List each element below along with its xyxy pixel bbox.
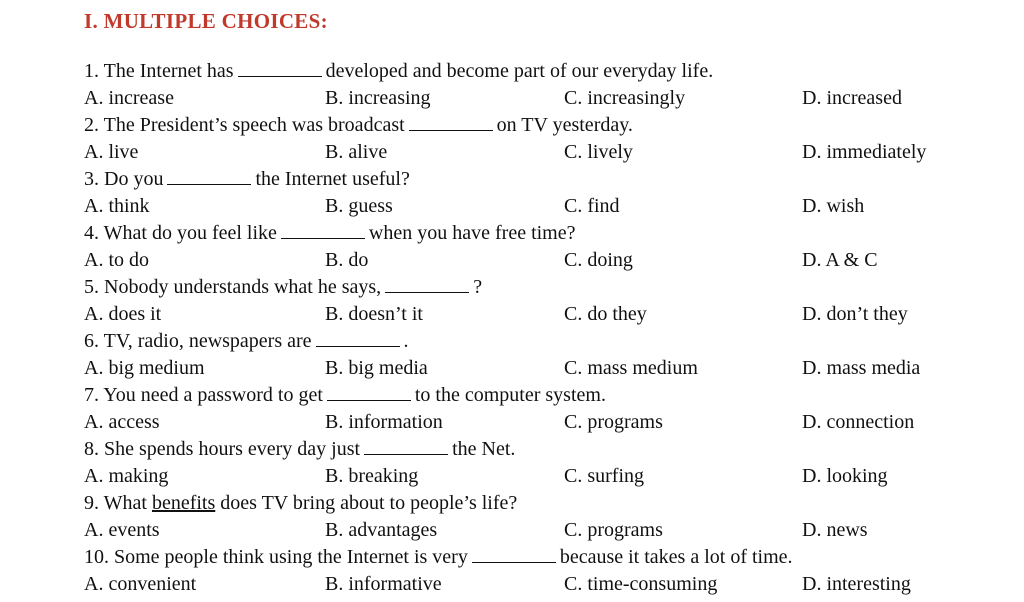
question-8-stem — [84, 436, 1004, 463]
question-4-stem — [84, 220, 1004, 247]
option-c[interactable]: C. programs — [564, 519, 663, 541]
question-text-before: TV, radio, newspapers are — [103, 330, 312, 352]
question-10-stem — [84, 544, 1004, 571]
answer-blank[interactable] — [327, 384, 411, 401]
question-number: 10. — [84, 546, 109, 568]
option-d[interactable]: D. interesting — [802, 573, 911, 595]
option-c[interactable]: C. increasingly — [564, 87, 686, 109]
question-6-options — [84, 355, 1004, 382]
question-text-after: the Net. — [452, 438, 516, 460]
question-7-options — [84, 409, 1004, 436]
option-a[interactable]: A. making — [84, 465, 169, 487]
option-b[interactable]: B. breaking — [325, 465, 419, 487]
question-text-after: developed and become part of our everyday life. — [325, 60, 714, 82]
option-c[interactable]: C. lively — [564, 141, 633, 163]
option-d[interactable]: D. news — [802, 519, 868, 541]
question-number: 5. — [84, 276, 99, 298]
answer-blank[interactable] — [409, 114, 493, 131]
answer-blank[interactable] — [316, 330, 400, 347]
option-c[interactable]: C. programs — [564, 411, 663, 433]
option-d[interactable]: D. mass media — [802, 357, 921, 379]
question-text-before: Do you — [104, 168, 164, 190]
option-c[interactable]: C. time-consuming — [564, 573, 718, 595]
question-text-before: What do you feel like — [103, 222, 277, 244]
question-number: 4. — [84, 222, 99, 244]
option-c[interactable]: C. do they — [564, 303, 647, 325]
answer-blank[interactable] — [385, 276, 469, 293]
question-text-after: the Internet useful? — [255, 168, 410, 190]
option-a[interactable]: A. does it — [84, 303, 162, 325]
option-d[interactable]: D. A & C — [802, 249, 878, 271]
section-title: I. MULTIPLE CHOICES: — [84, 9, 328, 33]
question-number: 2. — [84, 114, 99, 136]
question-list — [84, 58, 1004, 598]
question-text-after: when you have free time? — [368, 222, 576, 244]
option-a[interactable]: A. events — [84, 519, 160, 541]
option-d[interactable]: D. immediately — [802, 141, 927, 163]
question-7-stem — [84, 382, 1004, 409]
option-b[interactable]: B. big media — [325, 357, 428, 379]
question-2-options — [84, 139, 1004, 166]
question-text-before: You need a password to get — [103, 384, 323, 406]
answer-blank[interactable] — [167, 168, 251, 185]
question-5-stem — [84, 274, 1004, 301]
question-5-options — [84, 301, 1004, 328]
question-8-options — [84, 463, 1004, 490]
question-number: 6. — [84, 330, 99, 352]
option-b[interactable]: B. guess — [325, 195, 393, 217]
option-a[interactable]: A. think — [84, 195, 150, 217]
question-text-before: What — [103, 492, 147, 514]
option-d[interactable]: D. looking — [802, 465, 888, 487]
question-6-stem — [84, 328, 1004, 355]
question-number: 1. — [84, 60, 99, 82]
option-d[interactable]: D. wish — [802, 195, 865, 217]
question-3-options — [84, 193, 1004, 220]
question-text-after: because it takes a lot of time. — [559, 546, 793, 568]
option-c[interactable]: C. find — [564, 195, 620, 217]
question-text-before: The President’s speech was broadcast — [103, 114, 405, 136]
question-text-after: . — [403, 330, 409, 352]
question-number: 8. — [84, 438, 99, 460]
question-1-options — [84, 85, 1004, 112]
question-text-before: Some people think using the Internet is very — [114, 546, 468, 568]
question-9-options — [84, 517, 1004, 544]
question-2-stem — [84, 112, 1004, 139]
answer-blank[interactable] — [238, 60, 322, 77]
question-number: 7. — [84, 384, 99, 406]
question-1-stem — [84, 58, 1004, 85]
question-10-options — [84, 571, 1004, 598]
question-text-after: ? — [473, 276, 483, 298]
answer-blank[interactable] — [281, 222, 365, 239]
question-9-stem — [84, 490, 1004, 517]
option-d[interactable]: D. increased — [802, 87, 902, 109]
underlined-word: benefits — [151, 492, 216, 514]
answer-blank[interactable] — [472, 546, 556, 563]
question-3-stem — [84, 166, 1004, 193]
option-d[interactable]: D. connection — [802, 411, 915, 433]
question-text-before: Nobody understands what he says, — [104, 276, 382, 298]
question-text-after: does TV bring about to people’s life? — [220, 492, 518, 514]
question-4-options — [84, 247, 1004, 274]
option-d[interactable]: D. don’t they — [802, 303, 908, 325]
option-a[interactable]: A. convenient — [84, 573, 197, 595]
option-b[interactable]: B. advantages — [325, 519, 438, 541]
option-b[interactable]: B. informative — [325, 573, 442, 595]
option-b[interactable]: B. doesn’t it — [325, 303, 423, 325]
question-number: 3. — [84, 168, 99, 190]
option-a[interactable]: A. live — [84, 141, 139, 163]
question-text-before: The Internet has — [103, 60, 234, 82]
option-b[interactable]: B. information — [325, 411, 443, 433]
question-text-before: She spends hours every day just — [104, 438, 361, 460]
option-c[interactable]: C. surfing — [564, 465, 644, 487]
option-a[interactable]: A. increase — [84, 87, 174, 109]
option-b[interactable]: B. do — [325, 249, 369, 271]
option-b[interactable]: B. increasing — [325, 87, 431, 109]
answer-blank[interactable] — [364, 438, 448, 455]
option-a[interactable]: A. access — [84, 411, 160, 433]
option-b[interactable]: B. alive — [325, 141, 388, 163]
option-a[interactable]: A. big medium — [84, 357, 205, 379]
question-number: 9. — [84, 492, 99, 514]
question-text-after: to the computer system. — [414, 384, 606, 406]
option-c[interactable]: C. mass medium — [564, 357, 698, 379]
option-a[interactable]: A. to do — [84, 249, 149, 271]
option-c[interactable]: C. doing — [564, 249, 633, 271]
question-text-after: on TV yesterday. — [496, 114, 633, 136]
